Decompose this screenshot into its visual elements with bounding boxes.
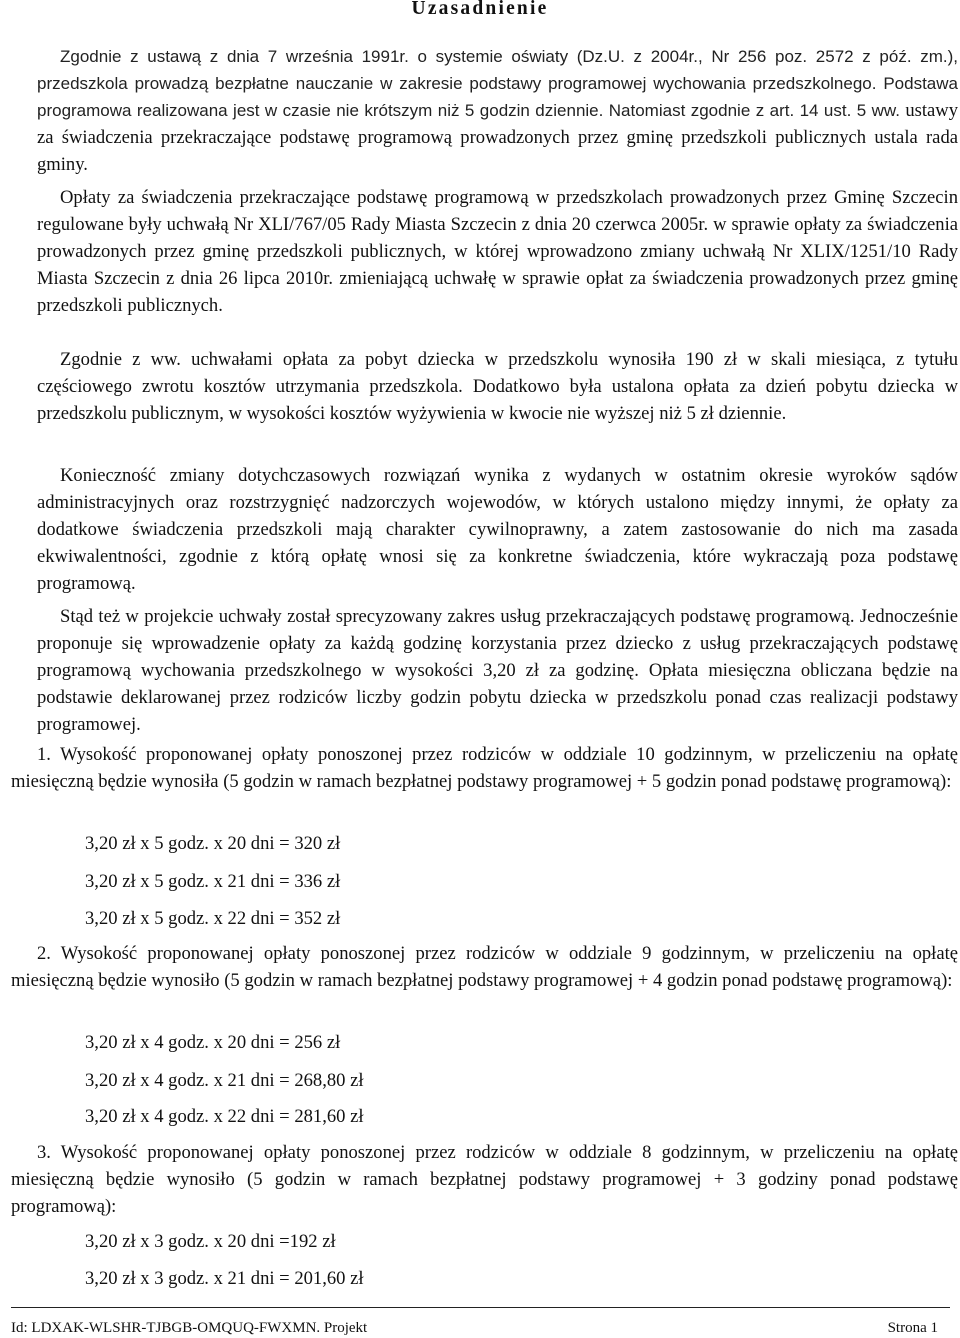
- calc-line: 3,20 zł x 4 godz. x 21 dni = 268,80 zł: [85, 1070, 364, 1091]
- intro-part-1: Zgodnie z ustawą z dnia 7 września 1991r. o systemie oświaty (Dz.U. z 2004r., Nr 256 poz. 2572 z póź. zm.), przedszkola prowadzą bezpłatne nauczanie w zakresie podstawy programowej wychowania przedszkolnego. Podstawa programowa realizowana jest w czasie nie krótszym niż 5 godzin dziennie. Natomiast zgodnie z art. 14 ust. 5 ww.: [37, 47, 958, 120]
- list-item-9h: 2. Wysokość proponowanej opłaty ponoszonej przez rodziców w oddziale 9 godzinnym, w przeliczeniu na opłatę miesięczną będzie wynosiło (5 godzin w ramach bezpłatnej podstawy programowej + 4 godzin ponad podstawę programową):: [11, 943, 958, 991]
- paragraph-court-rulings: Konieczność zmiany dotychczasowych rozwiązań wynika z wydanych w ostatnim okresie wyroków sądów administracyjnych oraz rozstrzygnięć nadzorczych wojewodów, w których ustalono między innymi, że opłaty za dodatkowe świadczenia przedszkoli mają charakter cywilnoprawny, a zatem zastosowanie do nich ma zasada ekwiwalentności, zgodnie z którą opłatę wnosi się za konkretne świadczenia, które wykraczają poza podstawę programową.: [37, 465, 958, 594]
- list-item-10h: 1. Wysokość proponowanej opłaty ponoszonej przez rodziców w oddziale 10 godzinnym, w przeliczeniu na opłatę miesięczną będzie wynosiła (5 godzin w ramach bezpłatnej podstawy programowej + 5 godzin ponad podstawę programową):: [11, 744, 958, 792]
- paragraph-new-fee: Stąd też w projekcie uchwały został sprecyzowany zakres usług przekraczających podstawę programową. Jednocześnie proponuje się wprowadzenie opłaty za każdą godzinę korzystania przez dziecko z usług przekraczających podstawę programową wychowania przedszkolnego w wysokości 3,20 zł za godzinę. Opłata miesięczna obliczana będzie na podstawie deklarowanej przez rodziców liczby godzin pobytu dziecka w przedszkolu ponad czas realizacji podstawy programowej.: [37, 606, 958, 735]
- calc-line: 3,20 zł x 4 godz. x 22 dni = 281,60 zł: [85, 1106, 364, 1127]
- calc-line: 3,20 zł x 5 godz. x 22 dni = 352 zł: [85, 908, 341, 929]
- calc-line: 3,20 zł x 3 godz. x 21 dni = 201,60 zł: [85, 1268, 364, 1289]
- calc-line: 3,20 zł x 5 godz. x 21 dni = 336 zł: [85, 871, 341, 892]
- intro-paragraph: [37, 43, 958, 178]
- footer-page-number: Strona 1: [887, 1320, 938, 1336]
- calc-line: 3,20 zł x 5 godz. x 20 dni = 320 zł: [85, 833, 341, 854]
- intro-part-2: ustawy za świadczenia przekraczające podstawę programową prowadzonych przez gminę przedszkoli publicznych ustala rada gminy.: [37, 100, 958, 175]
- list-item-8h: 3. Wysokość proponowanej opłaty ponoszonej przez rodziców w oddziale 8 godzinnym, w przeliczeniu na opłatę miesięczną będzie wynosiło (5 godzin w ramach bezpłatnej podstawy programowej + 3 godziny ponad podstawę programową):: [11, 1142, 958, 1217]
- calc-line: 3,20 zł x 3 godz. x 20 dni =192 zł: [85, 1231, 336, 1252]
- calc-line: 3,20 zł x 4 godz. x 20 dni = 256 zł: [85, 1032, 341, 1053]
- footer-divider: [11, 1307, 950, 1308]
- document-title: Uzasadnienie: [411, 0, 549, 19]
- paragraph-fees-history: Opłaty za świadczenia przekraczające podstawę programową w przedszkolach prowadzonych przez Gminę Szczecin regulowane były uchwałą Nr XLI/767/05 Rady Miasta Szczecin z dnia 20 czerwca 2005r. w sprawie opłaty za świadczenia prowadzonych przez gminę przedszkoli publicznych, w której wprowadzono zmiany uchwałą Nr XLIX/1251/10 Rady Miasta Szczecin z dnia 26 lipca 2010r. zmieniającą uchwałę w sprawie opłat za świadczenia prowadzonych przez gminę przedszkoli publicznych.: [37, 187, 958, 316]
- paragraph-previous-rates: Zgodnie z ww. uchwałami opłata za pobyt dziecka w przedszkolu wynosiła 190 zł w skali miesiąca, z tytułu częściowego zwrotu kosztów utrzymania przedszkola. Dodatkowo była ustalona opłata za dzień pobytu dziecka w przedszkolu publicznym, w wysokości kosztów wyżywienia w kwocie nie wyższej niż 5 zł dziennie.: [37, 349, 958, 424]
- footer-document-id: Id: LDXAK-WLSHR-TJBGB-OMQUQ-FWXMN. Projekt: [11, 1320, 368, 1336]
